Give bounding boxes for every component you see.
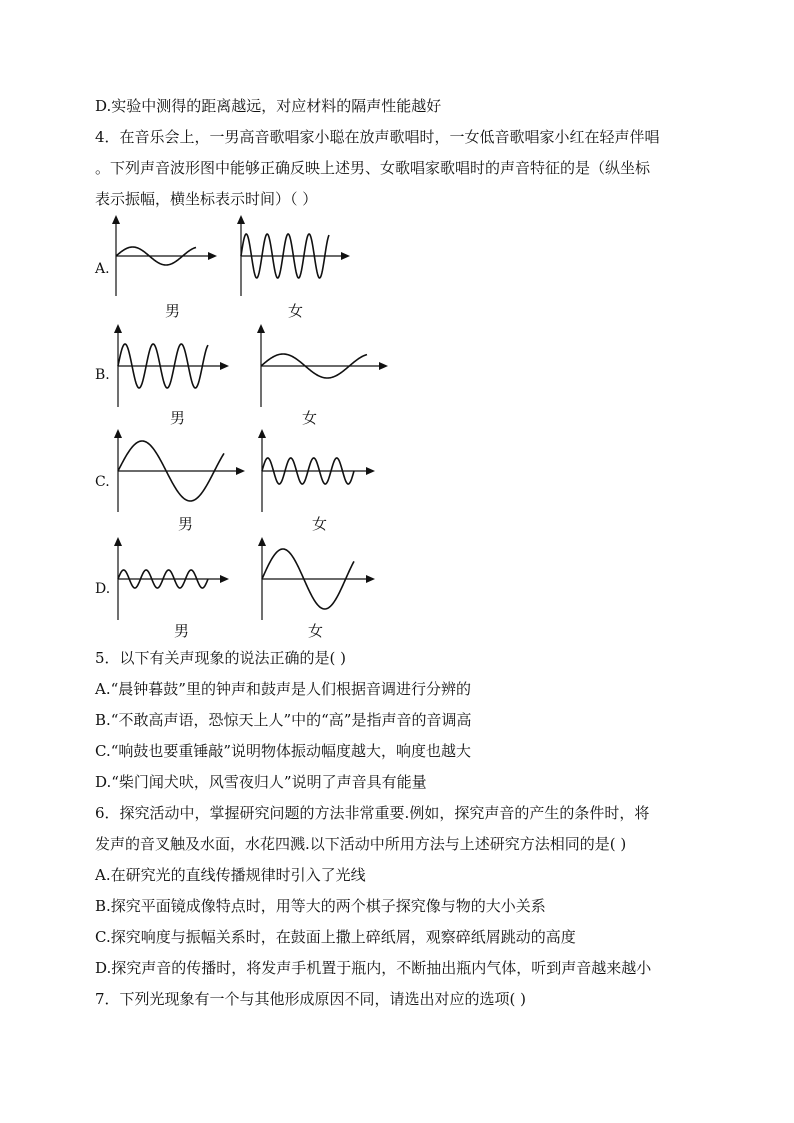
waveform-d-female xyxy=(254,536,376,622)
question-6-option-d: D.探究声音的传播时，将发声手机置于瓶内，不断抽出瓶内气体，听到声音越来越小 xyxy=(95,959,652,977)
waveform-a-male xyxy=(108,214,218,298)
x-axis-arrow xyxy=(208,252,217,260)
option-b-male-caption: 男 xyxy=(170,409,186,427)
option-d-label: D. xyxy=(95,581,111,597)
y-axis-arrow xyxy=(257,324,265,333)
question-5-stem: 5．以下有关声现象的说法正确的是( ) xyxy=(95,649,347,667)
question-7-stem: 7．下列光现象有一个与其他形成原因不同，请选出对应的选项( ) xyxy=(95,990,527,1008)
option-c-male-caption: 男 xyxy=(178,515,194,533)
waveform-c-female xyxy=(254,428,376,514)
question-4-line-2: 。下列声音波形图中能够正确反映上述男、女歌唱家歌唱时的声音特征的是（纵坐标 xyxy=(95,159,651,177)
y-axis-arrow xyxy=(258,537,266,546)
option-a-label: A. xyxy=(95,261,110,277)
question-5-option-d: D.“柴门闻犬吠，风雪夜归人”说明了声音具有能量 xyxy=(95,773,427,791)
waveform-d-male xyxy=(110,536,230,622)
question-6-option-a: A.在研究光的直线传播规律时引入了光线 xyxy=(95,866,366,884)
option-c-female-caption: 女 xyxy=(312,515,328,533)
y-axis-arrow xyxy=(114,537,122,546)
x-axis-arrow xyxy=(366,467,375,475)
waveform-b-male xyxy=(110,323,230,409)
question-6-stem-line-2: 发声的音叉触及水面，水花四溅.以下活动中所用方法与上述研究方法相同的是( ) xyxy=(95,835,627,853)
x-axis-arrow xyxy=(220,575,229,583)
y-axis-arrow xyxy=(112,215,120,224)
option-b-label: B. xyxy=(95,367,110,383)
option-d-female-caption: 女 xyxy=(308,622,324,640)
question-6-option-b: B.探究平面镜成像特点时，用等大的两个棋子探究像与物的大小关系 xyxy=(95,897,546,915)
x-axis-arrow xyxy=(379,362,388,370)
x-axis-arrow xyxy=(236,467,245,475)
question-5-option-b: B.“不敢高声语，恐惊天上人”中的“高”是指声音的音调高 xyxy=(95,711,472,729)
waveform-b-female xyxy=(253,323,389,409)
y-axis-arrow xyxy=(114,429,122,438)
question-4-line-1: 4．在音乐会上，一男高音歌唱家小聪在放声歌唱时，一女低音歌唱家小红在轻声伴唱 xyxy=(95,128,660,146)
waveform-c-male xyxy=(110,428,246,514)
question-5-option-c: C.“响鼓也要重锤敲”说明物体振动幅度越大，响度也越大 xyxy=(95,742,472,760)
x-axis-arrow xyxy=(341,252,350,260)
question-6-option-c: C.探究响度与振幅关系时，在鼓面上撒上碎纸屑，观察碎纸屑跳动的高度 xyxy=(95,928,576,946)
question-6-stem-line-1: 6．探究活动中，掌握研究问题的方法非常重要.例如，探究声音的产生的条件时，将 xyxy=(95,804,650,822)
option-b-female-caption: 女 xyxy=(302,409,318,427)
waveform-a-female xyxy=(233,214,351,298)
option-d-male-caption: 男 xyxy=(174,622,190,640)
y-axis-arrow xyxy=(237,215,245,224)
option-c-label: C. xyxy=(95,474,110,490)
y-axis-arrow xyxy=(114,324,122,333)
question-4-line-3: 表示振幅，横坐标表示时间）（ ） xyxy=(95,190,318,208)
y-axis-arrow xyxy=(258,429,266,438)
question-5-option-a: A.“晨钟暮鼓”里的钟声和鼓声是人们根据音调进行分辨的 xyxy=(95,680,471,698)
x-axis-arrow xyxy=(220,362,229,370)
text-line-option-d-q3: D.实验中测得的距离越远，对应材料的隔声性能越好 xyxy=(95,97,442,115)
option-a-female-caption: 女 xyxy=(288,302,304,320)
option-a-male-caption: 男 xyxy=(165,302,181,320)
x-axis-arrow xyxy=(366,575,375,583)
